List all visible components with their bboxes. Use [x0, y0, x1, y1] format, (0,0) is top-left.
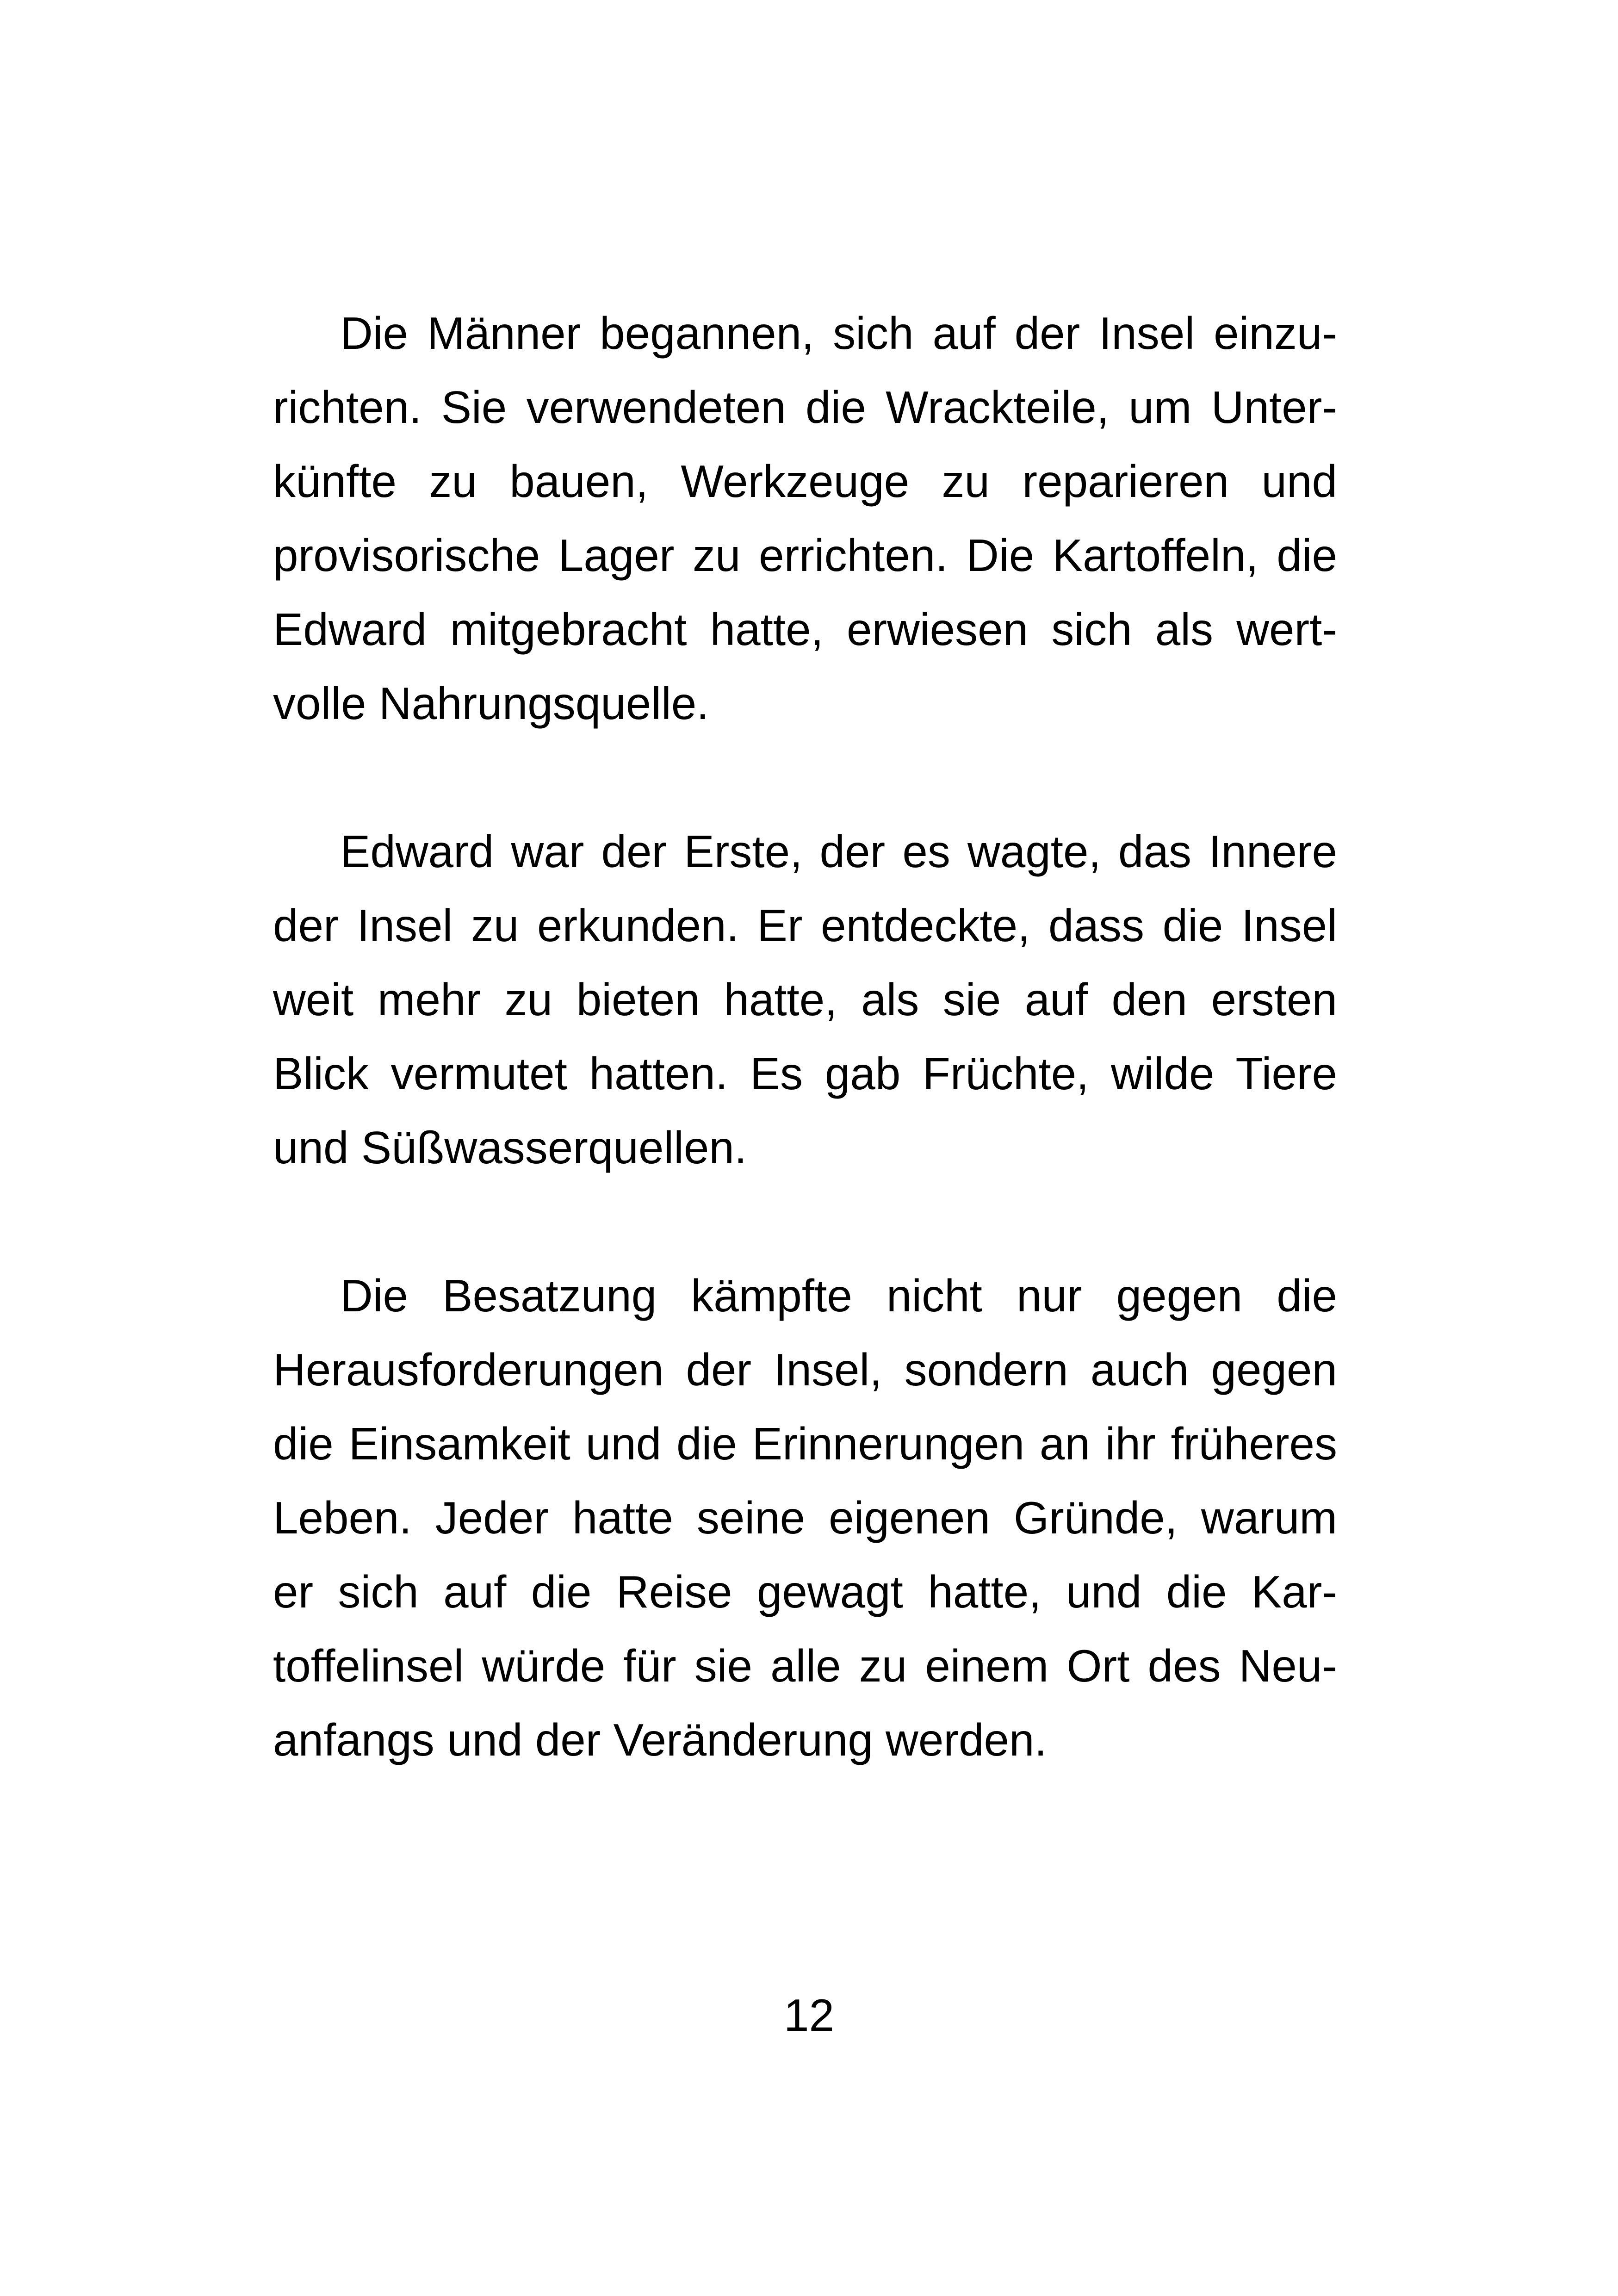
- paragraph-3-line-2: Herausforderungen der Insel, sondern auch gegen: [273, 1344, 1337, 1395]
- paragraph-2-line-4: Blick vermutet hatten. Es gab Früchte, wilde Tiere: [273, 1048, 1337, 1099]
- paragraph-3-line-6: toffelinsel würde für sie alle zu einem Ort des Neu-: [273, 1640, 1337, 1691]
- paragraph-2-line-5: und Süßwasserquellen.: [273, 1122, 747, 1173]
- paragraph-3-line-4: Leben. Jeder hatte seine eigenen Gründe, warum: [273, 1492, 1337, 1543]
- paragraph-2-line-2: der Insel zu erkunden. Er entdeckte, dass die Insel: [273, 900, 1337, 951]
- paragraph-2-line-3: weit mehr zu bieten hatte, als sie auf den ersten: [273, 974, 1337, 1025]
- paragraph-2-line-1: Edward war der Erste, der es wagte, das Innere: [340, 826, 1337, 877]
- page-number: 12: [783, 1990, 834, 2041]
- paragraph-3-line-5: er sich auf die Reise gewagt hatte, und die Kar-: [273, 1566, 1337, 1617]
- paragraph-3-line-3: die Einsamkeit und die Erinnerungen an ihr früheres: [273, 1418, 1337, 1469]
- paragraph-1-line-4: provisorische Lager zu errichten. Die Kartoffeln, die: [273, 530, 1337, 581]
- paragraph-1-line-6: volle Nahrungsquelle.: [273, 678, 709, 729]
- paragraph-1-line-5: Edward mitgebracht hatte, erwiesen sich als wert-: [273, 604, 1337, 655]
- paragraph-1-line-1: Die Männer begannen, sich auf der Insel einzu-: [340, 308, 1337, 359]
- paragraph-3-line-7: anfangs und der Veränderung werden.: [273, 1714, 1047, 1765]
- paragraph-1-line-3: künfte zu bauen, Werkzeuge zu reparieren und: [273, 456, 1337, 507]
- paragraph-1-line-2: richten. Sie verwendeten die Wrackteile, um Unter-: [273, 382, 1337, 433]
- paragraph-3-line-1: Die Besatzung kämpfte nicht nur gegen die: [340, 1270, 1337, 1321]
